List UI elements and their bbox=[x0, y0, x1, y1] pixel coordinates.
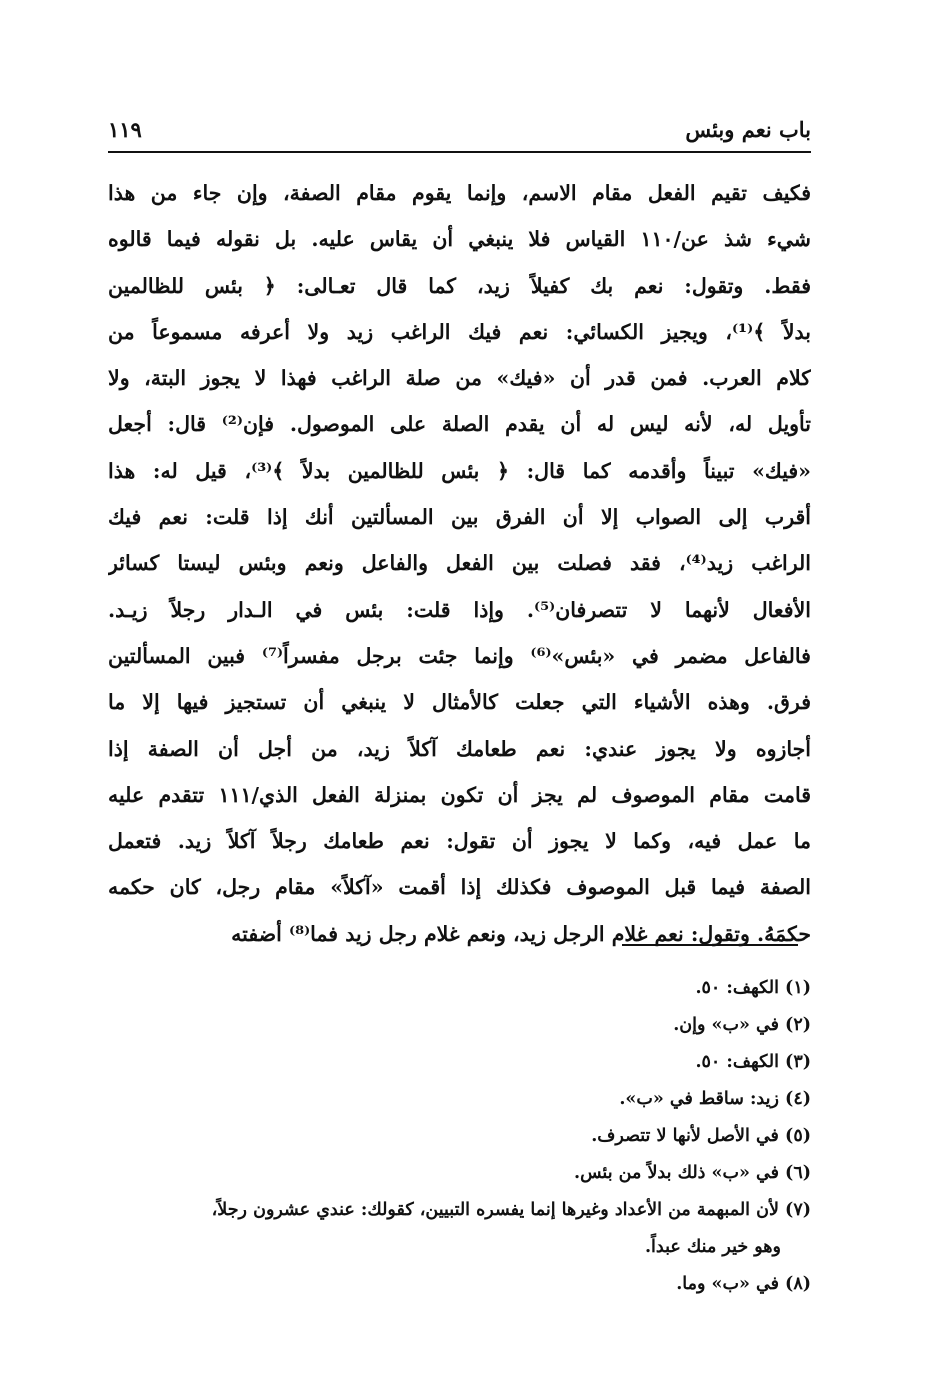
main-text bbox=[108, 170, 811, 957]
text-line: قامت مقام الموصوف لم يجز أن تكون بمنزلة الفعل الذي/١١١ تتقدم عليه bbox=[108, 782, 811, 807]
footnote: (٦) في «ب» ذلك بدلاً من بئس. bbox=[574, 1163, 811, 1183]
text-line: فرق. وهذه الأشياء التي جعلت كالأمثال لا ينبغي أن تستجيز فيها إلا ما bbox=[108, 690, 811, 715]
footnote-continuation: وهو خير منك عبداً. bbox=[644, 1237, 781, 1257]
text-line: بدلاً ﴾⁽¹⁾، ويجيز الكسائي: نعم فيك الراغب زيد ولا أعرفه مسموعاً من bbox=[108, 319, 811, 344]
page-number: ١١٩ bbox=[108, 117, 142, 142]
page-header bbox=[108, 113, 811, 153]
footnote: (١) الكهف: ٥٠. bbox=[695, 978, 811, 998]
text-line: تأويل له، لأنه ليس له أن يقدم الصلة على الموصول. فإن⁽²⁾ قال: أجعل bbox=[108, 412, 811, 437]
footnote: (٨) في «ب» وما. bbox=[676, 1274, 811, 1294]
footnote: (٤) زيد: ساقط في «ب». bbox=[619, 1089, 811, 1109]
footnote: (٢) في «ب» وإن. bbox=[673, 1015, 811, 1035]
text-line: الأفعال لأنهما لا تتصرفان⁽⁵⁾. وإذا قلت: بئس في الـدار رجلاً زيـد. bbox=[108, 597, 811, 622]
text-line: الراغب زيد⁽⁴⁾، فقد فصلت بين الفعل والفاعل ونعم وبئس ليستا كسائر bbox=[108, 551, 811, 576]
text-line: فكيف تقيم الفعل مقام الاسم، وإنما يقوم مقام الصفة، وإن جاء من هذا bbox=[108, 181, 811, 205]
text-line: شيء شذ عن/١١٠ القياس فلا ينبغي أن يقاس عليه. بل نقوله فيما قالوه bbox=[108, 227, 811, 252]
text-line: «فيك» تبيناً وأقدمه كما قال: ﴿ بئس للظالمين بدلاً ﴾⁽³⁾، قيل له: هذا bbox=[108, 458, 811, 483]
text-line: أجازوه ولا يجوز عندي: نعم طعامك آكلاً زيد، من أجل أن الصفة إذا bbox=[108, 736, 811, 761]
text-line: أقرب إلى الصواب إلا أن الفرق بين المسألتين أنك إذا قلت: نعم فيك bbox=[108, 505, 811, 530]
chapter-title: باب نعم وبئس bbox=[685, 117, 811, 142]
footnotes bbox=[108, 970, 811, 1303]
text-line: فالفاعل مضمر في «بئس»⁽⁶⁾ وإنما جئت برجل مفسراً⁽⁷⁾ فبين المسألتين bbox=[108, 643, 811, 668]
text-line: كلام العرب. فمن قدر أن «فيك» من صلة الراغب فهذا لا يجوز البتة، ولا bbox=[108, 366, 811, 391]
text-line: حكمَهُ. وتقول: نعم غلام الرجل زيد، ونعم غلام رجل زيد فما⁽⁸⁾ أضفته bbox=[231, 921, 811, 946]
footnote: (٣) الكهف: ٥٠. bbox=[695, 1052, 811, 1072]
text-line: الصفة فيما قبل الموصوف فكذلك إذا أقمت «آكلاً» مقام رجل، كان حكمه bbox=[108, 875, 811, 900]
footnote: (٥) في الأصل لأنها لا تتصرف. bbox=[591, 1126, 811, 1146]
footnote-separator bbox=[622, 944, 798, 946]
text-line: فقط. وتقول: نعم بك كفيلاً زيد، كما قال تعـالى: ﴿ بئس للظالمين bbox=[108, 273, 811, 298]
footnote: (٧) لأن المبهمة من الأعداد وغيرها إنما يفسره التبيين، كقولك: عندي عشرون رجلاً، bbox=[211, 1200, 811, 1220]
text-line: ما عمل فيه، وكما لا يجوز أن تقول: نعم طعامك رجلاً آكلاً زيد. فتعمل bbox=[108, 829, 811, 854]
